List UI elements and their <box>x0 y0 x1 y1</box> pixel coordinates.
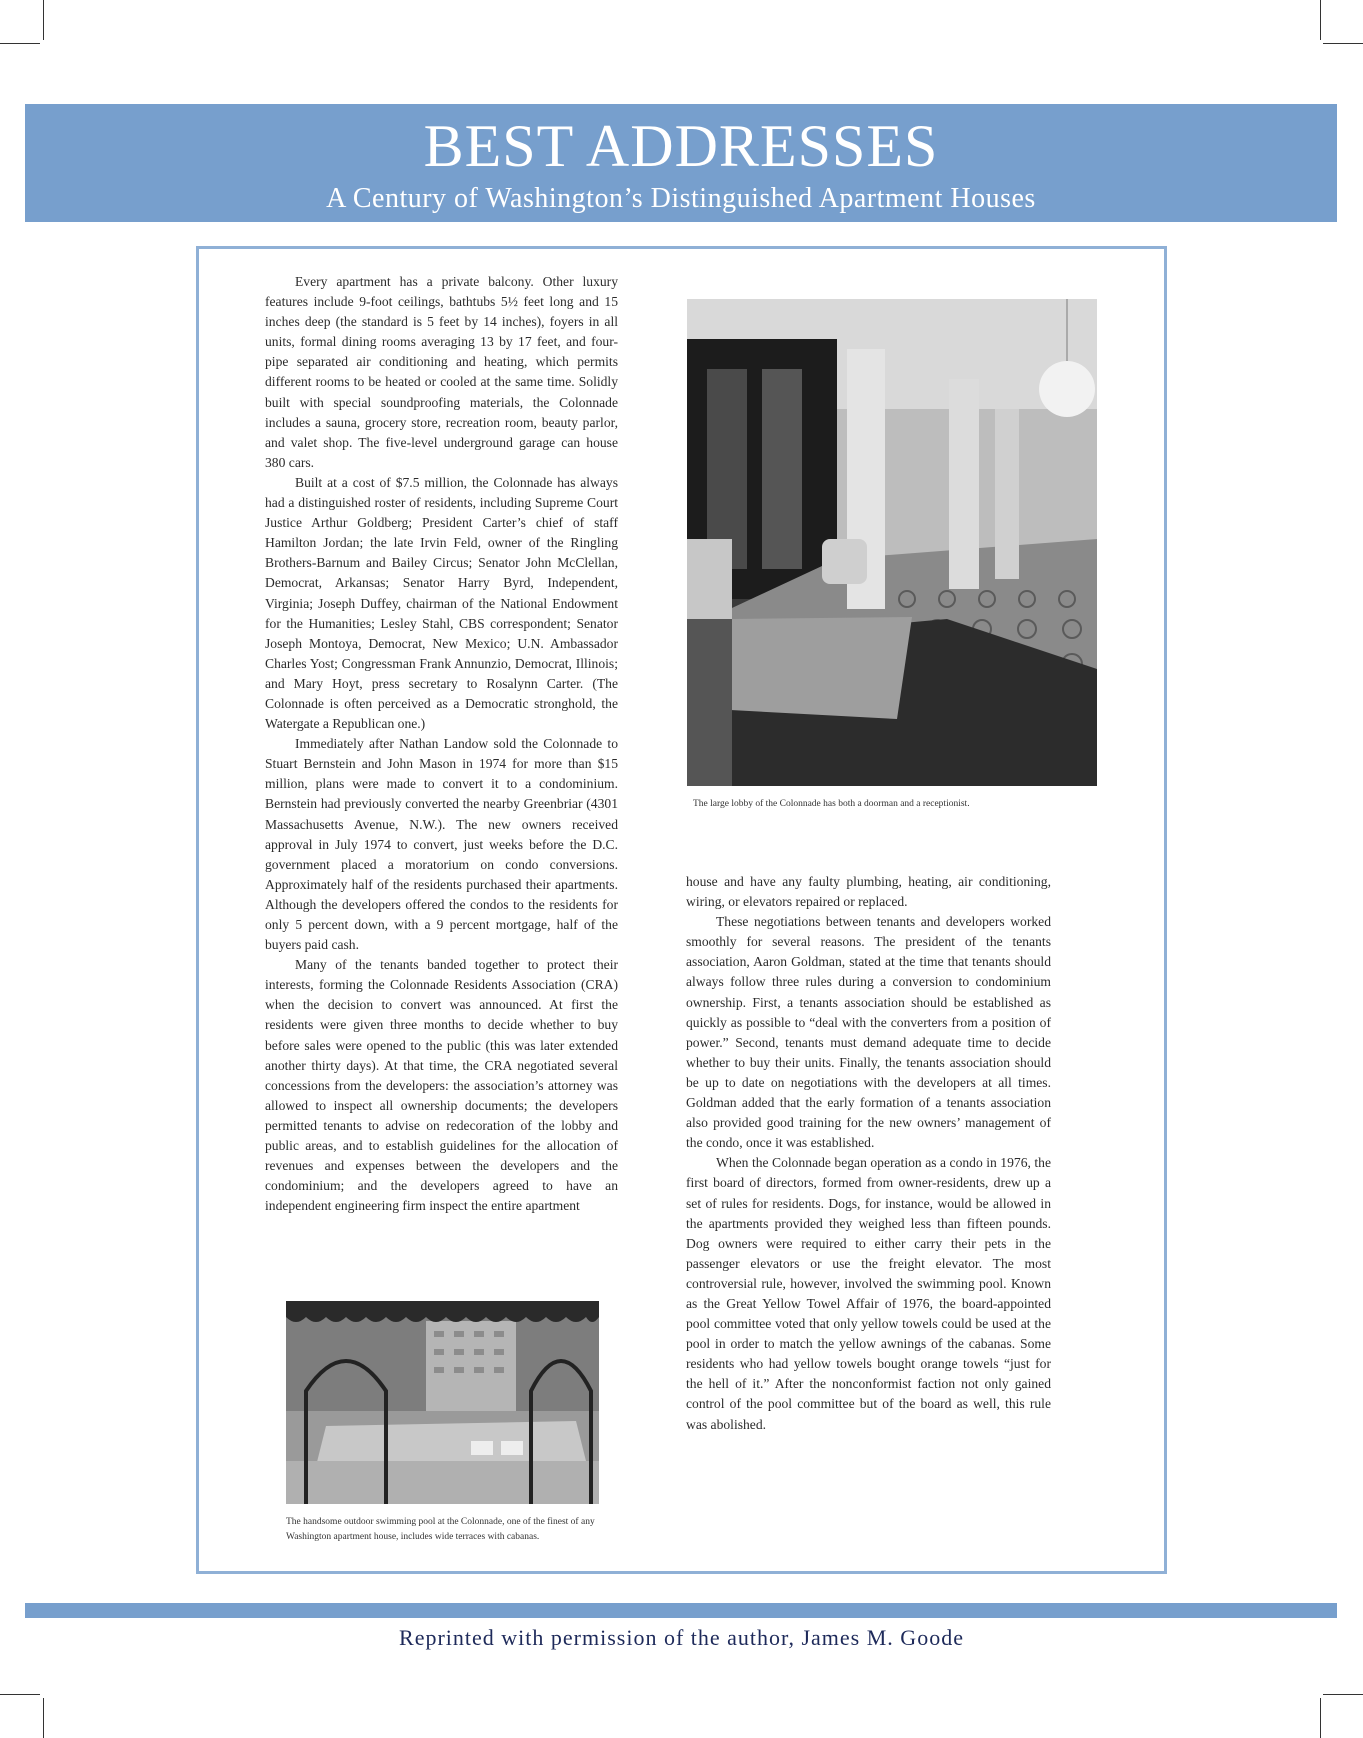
article-paragraph: When the Colonnade began operation as a condo in 1976, the first board of directors, formed from owner-residents, drew up a set of rules for residents. Dogs, for instance, would be allowed in the apartments provided they weighed less than fifteen pounds. Dog owners were required to either carry their pets in the passenger elevators or use the freight elevator. The most controversial rule, however, involved the swimming pool. Known as the Great Yellow Towel Affair of 1976, the board-appointed pool committee voted that only yellow towels could be used at the pool in order to match the yellow awnings of the cabanas. Some residents who had yellow towels bought orange towels “just for the hell of it.” After the nonconformist faction not only gained control of the pool committee but of the board as well, this rule was abolished. <box>686 1155 1051 1432</box>
lobby-photo <box>687 299 1097 786</box>
lobby-photo-caption: The large lobby of the Colonnade has both a doorman and a receptionist. <box>693 799 970 809</box>
header-banner <box>25 104 1337 222</box>
crop-mark <box>1323 43 1363 44</box>
article-page <box>196 246 1167 1574</box>
article-paragraph: Many of the tenants banded together to protect their interests, forming the Colonnade Residents Association (CRA) when the decision to convert was announced. At first the residents were given three months to decide whether to buy before sales were opened to the public (this was later extended another thirty days). At that time, the CRA negotiated several concessions from the developers: the association’s attorney was allowed to inspect all ownership documents; the developers permitted tenants to advise on redecoration of the lobby and public areas, and to establish guidelines for the allocation of revenues and expenses between the developers and the condominium; and the developers agreed to have an independent engineering firm inspect the entire apartment <box>265 957 618 1214</box>
crop-mark <box>43 0 44 40</box>
page-subtitle: A Century of Washington’s Distinguished Apartment Houses <box>326 183 1036 214</box>
crop-mark <box>0 1694 40 1695</box>
pool-photo <box>286 1301 599 1504</box>
crop-mark <box>43 1698 44 1738</box>
pool-photo-caption: The handsome outdoor swimming pool at the Colonnade, one of the finest of any Washington apartment house, includes wide terraces with cabanas. <box>286 1517 595 1542</box>
crop-mark <box>1323 1694 1363 1695</box>
article-paragraph: house and have any faulty plumbing, heating, air conditioning, wiring, or elevators repaired or replaced. <box>686 874 1051 910</box>
page-title: BEST ADDRESSES <box>423 113 939 179</box>
article-paragraph: Every apartment has a private balcony. Other luxury features include 9-foot ceilings, bathtubs 5½ feet long and 15 inches deep (the standard is 5 feet by 14 inches), foyers in all units, formal dining rooms averaging 13 by 17 feet, and four-pipe separated air conditioning and heating, which permits different rooms to be heated or cooled at the same time. Solidly built with special soundproofing materials, the Colonnade includes a sauna, grocery store, recreation room, beauty parlor, and valet shop. The five-level underground garage can house 380 cars. <box>265 274 618 470</box>
article-paragraph: Built at a cost of $7.5 million, the Colonnade has always had a distinguished roster of residents, including Supreme Court Justice Arthur Goldberg; President Carter’s chief of staff Hamilton Jordan; the late Irvin Feld, owner of the Ringling Brothers-Barnum and Bailey Circus; Senator John McClellan, Democrat, Arkansas; Senator Harry Byrd, Independent, Virginia; Joseph Duffey, chairman of the National Endowment for the Humanities; Lesley Stahl, CBS correspondent; Senator Joseph Montoya, Democrat, New Mexico; U.N. Ambassador Charles Yost; Congressman Frank Annunzio, Democrat, Illinois; and Mary Hoyt, press secretary to Rosalynn Carter. (The Colonnade is often perceived as a Democratic stronghold, the Watergate a Republican one.) <box>265 474 618 732</box>
footer-credit: Reprinted with permission of the author, James M. Goode <box>399 1625 964 1650</box>
crop-mark <box>0 43 40 44</box>
article-paragraph: Immediately after Nathan Landow sold the Colonnade to Stuart Bernstein and John Mason in 1974 for more than $15 million, plans were made to convert it to a condominium. Bernstein had previously converted the nearby Greenbriar (4301 Massachusetts Avenue, N.W.). The new owners received approval in July 1974 to convert, just weeks before the D.C. government placed a moratorium on condo conversions. Approximately half of the residents purchased their apartments. Although the developers offered the condos to the residents for only 5 percent down, with a 9 percent mortgage, half of the buyers paid cash. <box>265 736 618 953</box>
article-right-column <box>686 872 1051 1435</box>
crop-mark <box>1320 1698 1321 1738</box>
article-paragraph: These negotiations between tenants and developers worked smoothly for several reasons. The president of the tenants association, Aaron Goldman, stated at the time that tenants should always follow three rules during a conversion to condominium ownership. First, a tenants association should be established as quickly as possible to “deal with the converters from a position of power.” Second, tenants must demand adequate time to decide whether to buy their units. Finally, the tenants association should be up to date on negotiations with the developers at all times. Goldman added that the early formation of a tenants association also provided good training for the new owners’ management of the condo, once it was established. <box>686 914 1051 1151</box>
footer-bar <box>25 1603 1337 1618</box>
crop-mark <box>1320 0 1321 40</box>
article-left-column <box>265 272 618 1216</box>
